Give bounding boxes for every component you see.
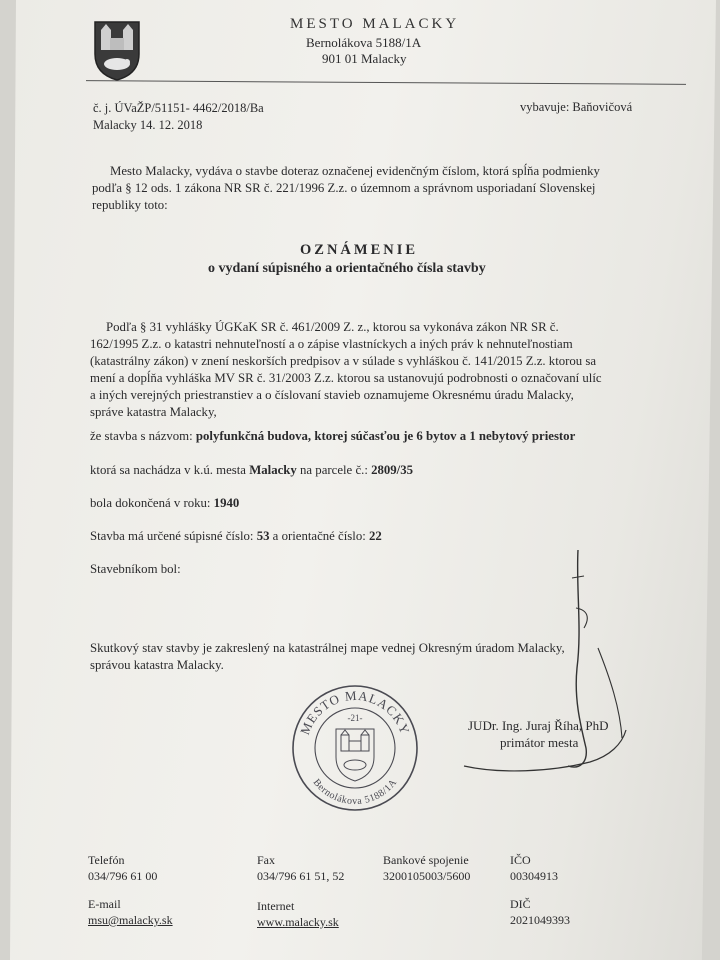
email-link[interactable]: msu@malacky.sk bbox=[88, 913, 173, 927]
web-label: Internet bbox=[257, 899, 295, 913]
organization-street: Bernolákova 5188/1A bbox=[306, 35, 422, 50]
parcel-number: 2809/35 bbox=[371, 463, 414, 477]
stamp-emblem-icon bbox=[336, 729, 374, 781]
closing-line-1: Skutkový stav stavby je zakreslený na katastrálnej mape vednej Okresným úradom Malacky, bbox=[90, 641, 565, 655]
intro-line-3: republiky toto: bbox=[92, 198, 168, 212]
dic-value: 2021049393 bbox=[510, 913, 570, 927]
supisne-number: 53 bbox=[256, 529, 270, 543]
building-name-value: polyfunkčná budova, ktorej súčasťou je 6 bytov a 1 nebytový priestor bbox=[195, 429, 576, 443]
intro-line-2: podľa § 12 ods. 1 zákona NR SR č. 221/1996 Z.z. o územnom a správnom usporiadaní Slovenskej bbox=[92, 181, 596, 195]
parcel-label: na parcele č.: bbox=[296, 463, 372, 477]
location-line bbox=[90, 462, 413, 479]
web-link[interactable]: www.malacky.sk bbox=[257, 915, 339, 929]
intro-line-1: Mesto Malacky, vydáva o stavbe doteraz označenej evidenčným číslom, ktorá spĺňa podmienky bbox=[110, 164, 600, 178]
reference-number: č. j. ÚVaŽP/51151- 4462/2018/Ba bbox=[93, 101, 264, 115]
body-line-5: a iných verejných priestranstiev a o číslovaní stavieb oznamujeme Okresnému úradu Malacky, bbox=[90, 388, 574, 402]
completion-year-line bbox=[90, 495, 239, 512]
organization-name: MESTO MALACKY bbox=[290, 16, 460, 32]
bank-label: Bankové spojenie bbox=[383, 853, 469, 867]
builder-label: Stavebníkom bol: bbox=[90, 562, 181, 576]
stamp-top-text: MESTO MALACKY bbox=[297, 687, 413, 737]
fax-label: Fax bbox=[257, 853, 275, 867]
document-subtitle: o vydaní súpisného a orientačného čísla stavby bbox=[208, 261, 486, 276]
stamp-number: -21- bbox=[347, 713, 363, 723]
completion-year-label: bola dokončená v roku: bbox=[90, 496, 214, 510]
orientacne-number: 22 bbox=[368, 529, 382, 543]
fax-value: 034/796 61 51, 52 bbox=[257, 869, 345, 883]
signatory-name: JUDr. Ing. Juraj Říha, PhD bbox=[468, 718, 609, 733]
building-numbers-line bbox=[90, 528, 382, 545]
ico-label: IČO bbox=[510, 853, 531, 867]
completion-year-value: 1940 bbox=[213, 496, 240, 510]
coat-of-arms-logo bbox=[93, 20, 141, 82]
organization-city: 901 01 Malacky bbox=[322, 51, 407, 66]
orientacne-label: a orientačné číslo: bbox=[269, 529, 369, 543]
supisne-label: Stavba má určené súpisné číslo: bbox=[90, 529, 257, 543]
closing-line-2: správou katastra Malacky. bbox=[90, 658, 224, 672]
ico-value: 00304913 bbox=[510, 869, 558, 883]
signatory-role: primátor mesta bbox=[500, 735, 579, 750]
bank-value: 3200105003/5600 bbox=[383, 869, 471, 883]
document-title: OZNÁMENIE bbox=[300, 242, 419, 258]
body-line-3: (katastrálny zákon) v znení neskorších predpisov a v súlade s vyhláškou č. 141/2015 Z.z. ktorou sa bbox=[90, 354, 597, 368]
body-line-2: 162/1995 Z.z. o katastri nehnuteľností a o zápise vlastníckych a iných práv k nehnuteľnostiam bbox=[90, 337, 573, 351]
building-name-label: že stavba s názvom: bbox=[90, 429, 196, 443]
handled-by: vybavuje: Baňovičová bbox=[520, 100, 633, 114]
dic-label: DIČ bbox=[510, 897, 531, 911]
body-line-4: mení a dopĺňa vyhláška MV SR č. 31/2003 Z.z. ktorou sa ustanovujú podrobnosti o označovaní ulíc bbox=[90, 371, 602, 385]
email-label: E-mail bbox=[88, 897, 121, 911]
official-round-stamp bbox=[290, 683, 420, 813]
phone-value: 034/796 61 00 bbox=[88, 869, 158, 883]
body-line-1: Podľa § 31 vyhlášky ÚGKaK SR č. 461/2009 Z. z., ktorou sa vykonáva zákon NR SR č. bbox=[106, 320, 559, 334]
phone-label: Telefón bbox=[88, 853, 125, 867]
location-label: ktorá sa nachádza v k.ú. mesta bbox=[90, 463, 250, 477]
document-sheet bbox=[10, 0, 716, 960]
body-line-6: správe katastra Malacky, bbox=[90, 405, 217, 419]
document-date: Malacky 14. 12. 2018 bbox=[93, 118, 203, 132]
building-name-line bbox=[90, 428, 575, 445]
stamp-bottom-text: Bernolákova 5188/1A bbox=[310, 777, 400, 808]
location-town: Malacky bbox=[249, 463, 297, 477]
